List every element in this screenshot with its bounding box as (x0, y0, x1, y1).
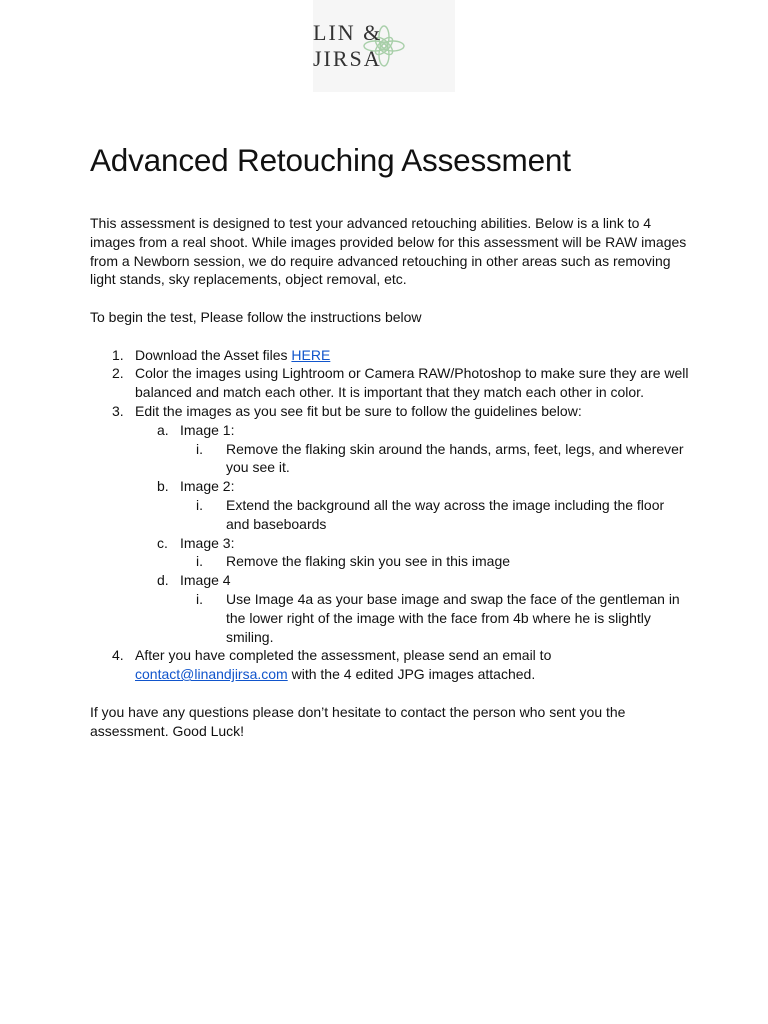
list-letter: a. (157, 421, 169, 438)
sublist-detail-a (90, 440, 690, 478)
list-letter: c. (157, 534, 168, 551)
sublist-item-b (90, 477, 690, 496)
list-roman: i. (196, 496, 203, 513)
intro-paragraph: This assessment is designed to test your advanced retouching abilities. Below is a link to 4 images from a real shoot. While images provided below for this assessment will be RAW images from a Newborn session, we do require advanced retouching in other areas such as removing light stands, sky replacements, object removal, etc. (90, 215, 687, 288)
step-text: Edit the images as you see fit but be sure to follow the guidelines below: (135, 402, 582, 419)
list-roman: i. (196, 590, 203, 607)
sublist-item-c (90, 534, 690, 553)
list-number: 2. (112, 365, 124, 382)
sublist-item-a (90, 421, 690, 440)
detail-text: Extend the background all the way across the image including the floor and baseboards (226, 496, 665, 532)
document-body (90, 140, 690, 740)
list-number: 1. (112, 346, 124, 363)
detail-text: Remove the flaking skin you see in this image (226, 553, 511, 570)
sublist-detail-b (90, 496, 690, 534)
page-title: Advanced Retouching Assessment (90, 142, 571, 178)
list-item-1 (90, 346, 690, 365)
list-roman: i. (196, 440, 203, 457)
list-letter: d. (157, 572, 169, 589)
substep-text: Image 4 (180, 572, 231, 589)
step-text: with the 4 edited JPG images attached. (287, 666, 536, 683)
sublist-detail-c (90, 552, 690, 571)
detail-text: Use Image 4a as your base image and swap the face of the gentleman in the lower right of the image with the face from 4b where he is slightly smiling. (226, 590, 680, 645)
logo-text: LIN & JIRSA (313, 20, 383, 71)
step-text: After you have completed the assessment, please send an email to (135, 647, 552, 664)
list-letter: b. (157, 478, 169, 495)
list-item-4 (90, 646, 690, 684)
contact-email-link[interactable]: contact@linandjirsa.com (135, 666, 288, 683)
step-text: Color the images using Lightroom or Camera RAW/Photoshop to make sure they are well balanced and match each other. It is important that they match each other in color. (135, 365, 689, 401)
sublist-detail-d (90, 590, 690, 646)
list-number: 3. (112, 402, 124, 419)
substep-text: Image 3: (180, 534, 235, 551)
logo (313, 0, 455, 92)
detail-text: Remove the flaking skin around the hands, arms, feet, legs, and wherever you see it. (226, 440, 684, 476)
substep-text: Image 2: (180, 478, 235, 495)
asset-files-link[interactable]: HERE (291, 346, 331, 363)
instructions-list (90, 346, 690, 684)
closing-paragraph: If you have any questions please don’t hesitate to contact the person who sent you the assessment. Good Luck! (90, 703, 626, 739)
list-item-2 (90, 364, 690, 402)
sublist-item-d (90, 571, 690, 590)
step-text: Download the Asset files (135, 346, 292, 363)
list-number: 4. (112, 647, 124, 664)
begin-text: To begin the test, Please follow the instructions below (90, 308, 422, 325)
list-item-3 (90, 402, 690, 421)
substep-text: Image 1: (180, 421, 235, 438)
list-roman: i. (196, 553, 203, 570)
